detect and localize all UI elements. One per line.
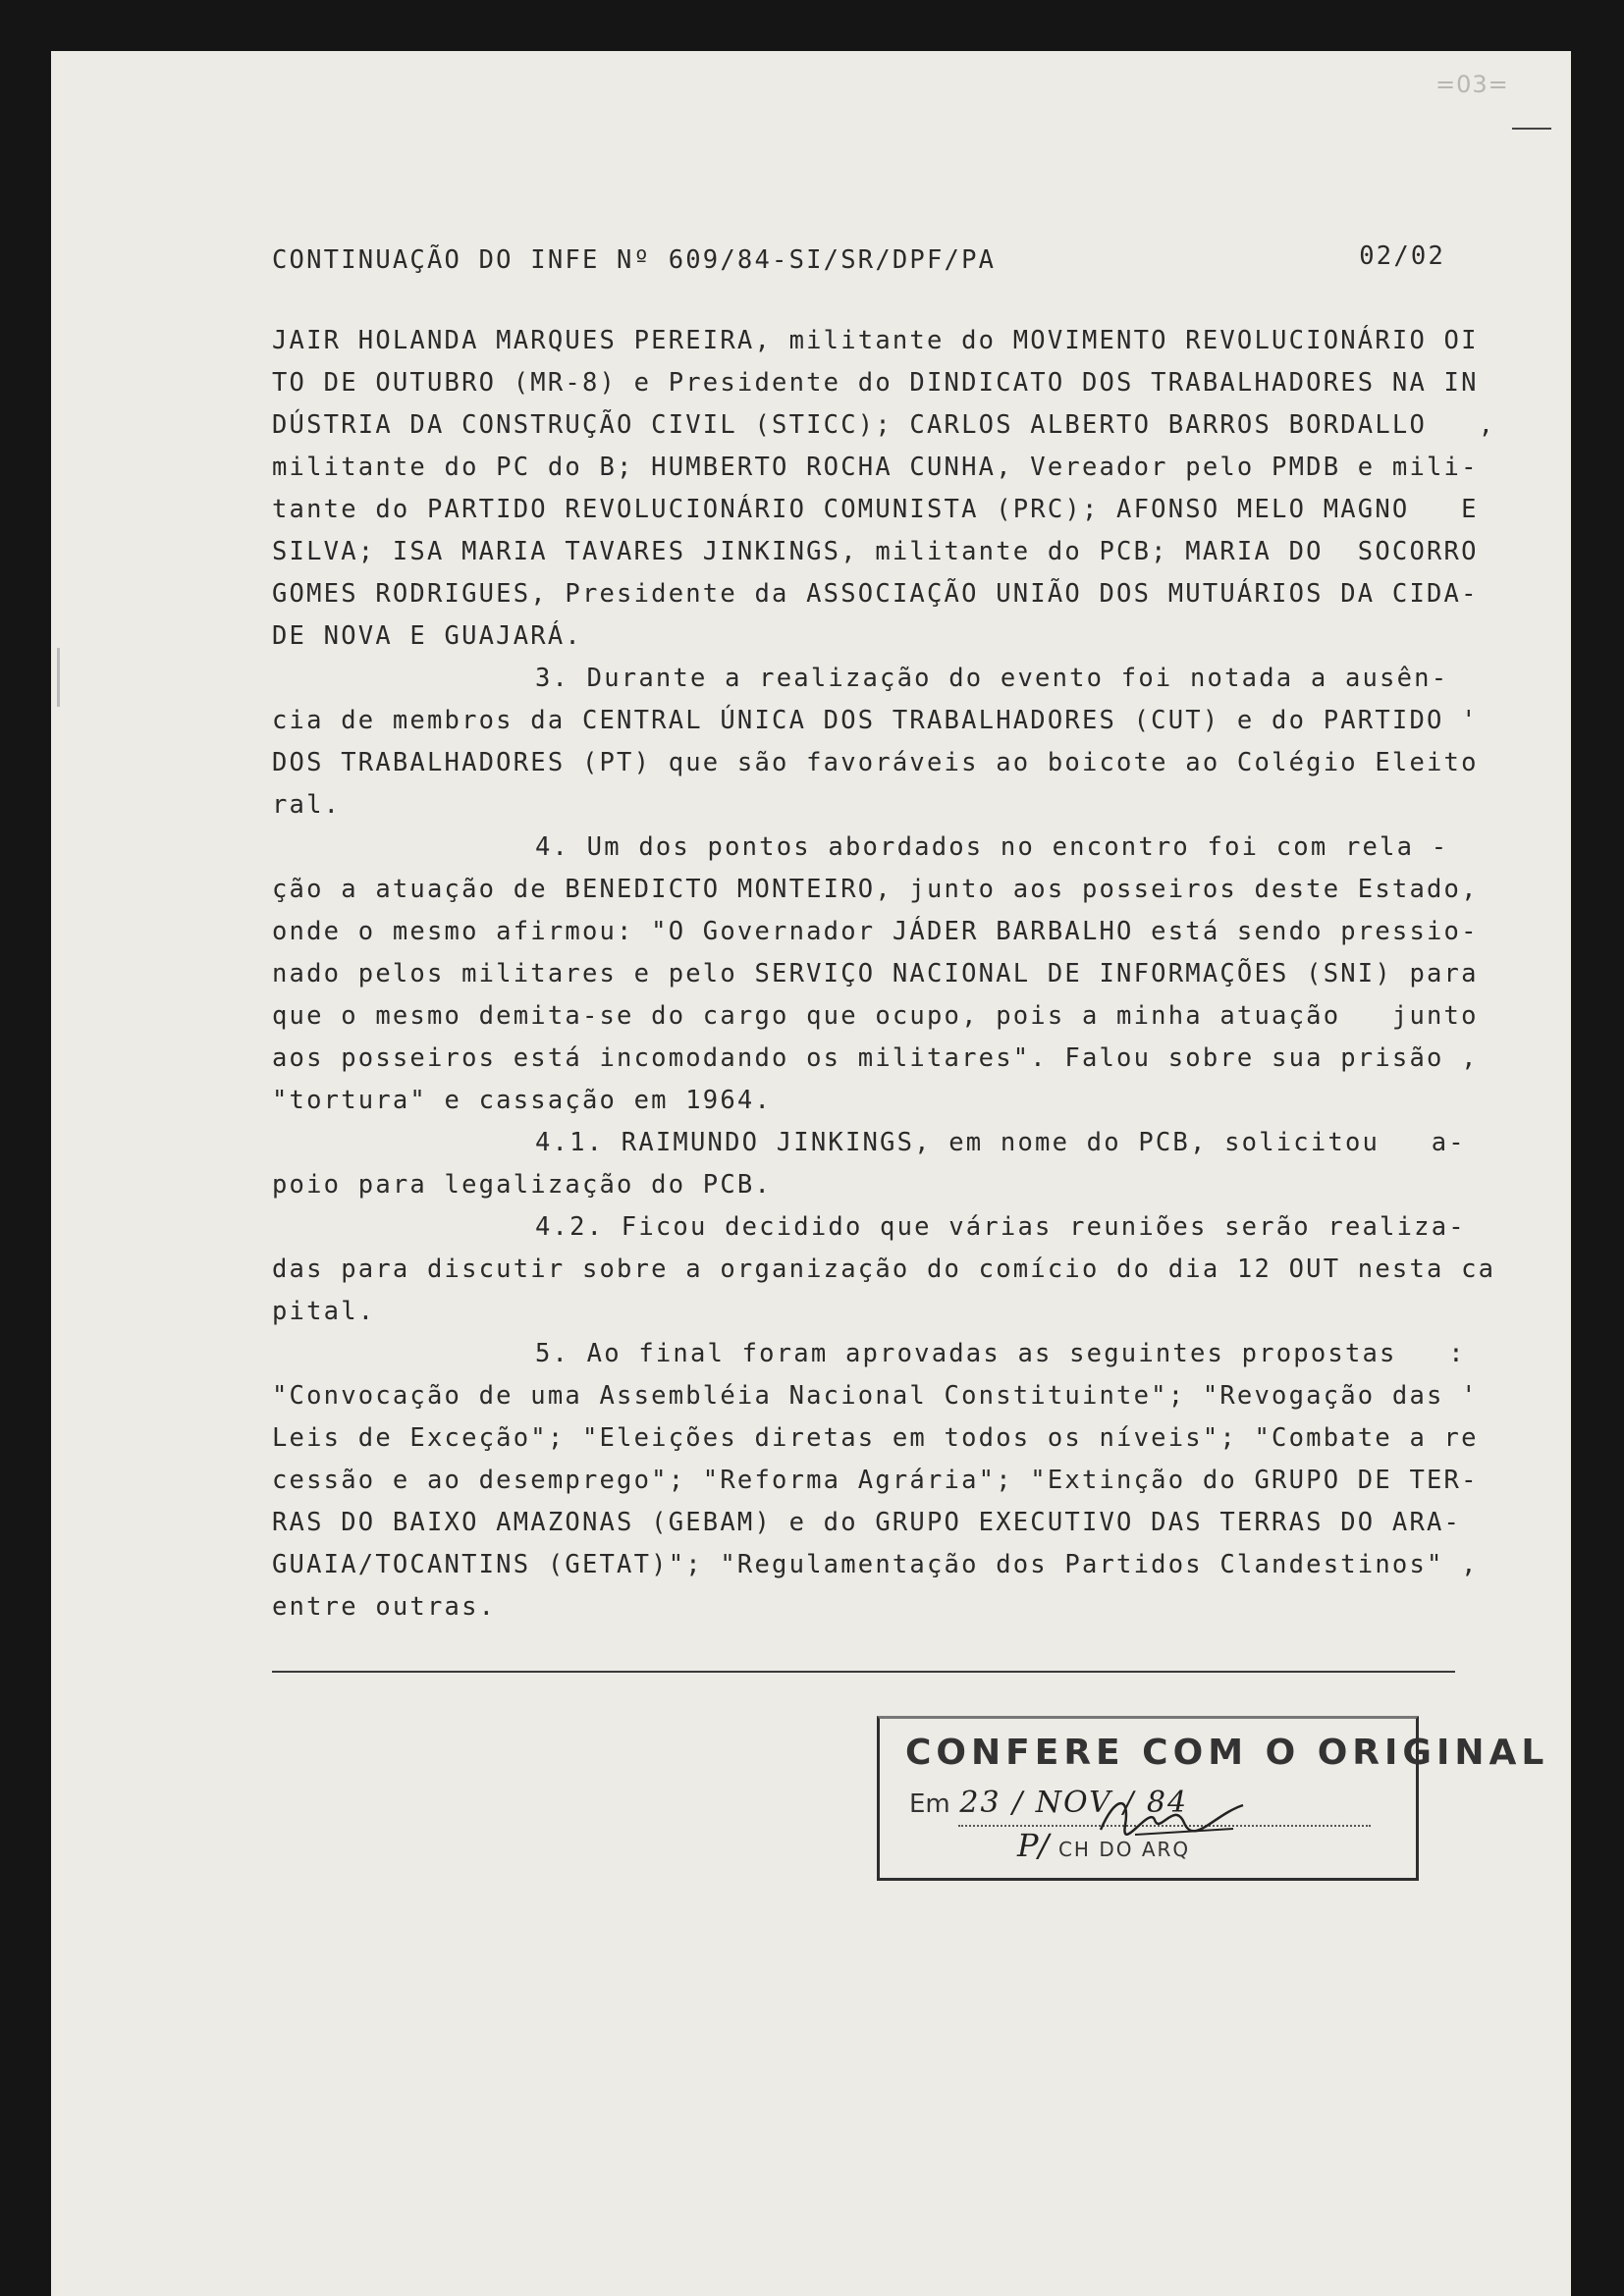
text-line: Leis de Exceção"; "Eleições diretas em todos os níveis"; "Combate a re <box>272 1423 1479 1453</box>
stamp-date: 23 / NOV / 84 <box>959 1786 1189 1820</box>
text-line: das para discutir sobre a organização do comício do dia 12 OUT nesta ca <box>272 1255 1496 1284</box>
text-line: entre outras. <box>272 1592 497 1622</box>
stamp-em-label: Em <box>909 1789 950 1819</box>
stamp-subtitle: CH DO ARQ <box>1057 1838 1191 1861</box>
header-title: CONTINUAÇÃO DO INFE Nº 609/84-SI/SR/DPF/PA <box>272 245 997 275</box>
document-header <box>272 236 1455 320</box>
scan-mark <box>57 648 60 707</box>
text-line: pital. <box>272 1297 376 1326</box>
text-line: tante do PARTIDO REVOLUCIONÁRIO COMUNISTA (PRC); AFONSO MELO MAGNO E <box>272 495 1479 524</box>
paragraph-4-2-start: 4.2. Ficou decidido que várias reuniões serão realiza- <box>535 1212 1466 1242</box>
text-line: onde o mesmo afirmou: "O Governador JÁDER BARBALHO está sendo pressio- <box>272 917 1479 946</box>
text-line: cia de membros da CENTRAL ÚNICA DOS TRABALHADORES (CUT) e do PARTIDO ' <box>272 706 1479 735</box>
text-line: TO DE OUTUBRO (MR-8) e Presidente do DINDICATO DOS TRABALHADORES NA IN <box>272 368 1479 398</box>
paragraph-3-start: 3. Durante a realização do evento foi notada a ausên- <box>535 664 1449 693</box>
stamp-title: CONFERE COM O ORIGINAL <box>905 1733 1549 1773</box>
text-line: cessão e ao desemprego"; "Reforma Agrária"; "Extinção do GRUPO DE TER- <box>272 1466 1479 1495</box>
scan-mark <box>1512 128 1551 130</box>
text-line: RAS DO BAIXO AMAZONAS (GEBAM) e do GRUPO EXECUTIVO DAS TERRAS DO ARA- <box>272 1508 1462 1537</box>
document-body <box>272 236 1496 1629</box>
text-line: DE NOVA E GUAJARÁ. <box>272 621 582 651</box>
text-line: aos posseiros está incomodando os militares". Falou sobre sua prisão , <box>272 1043 1479 1073</box>
text-line: nado pelos militares e pelo SERVIÇO NACIONAL DE INFORMAÇÕES (SNI) para <box>272 959 1479 988</box>
paragraph-4-1-start: 4.1. RAIMUNDO JINKINGS, em nome do PCB, solicitou a- <box>535 1128 1466 1157</box>
text-line: SILVA; ISA MARIA TAVARES JINKINGS, militante do PCB; MARIA DO SOCORRO <box>272 537 1479 566</box>
paragraph-5-start: 5. Ao final foram aprovadas as seguintes propostas : <box>535 1339 1466 1368</box>
text-line: poio para legalização do PCB. <box>272 1170 773 1200</box>
text-line: ção a atuação de BENEDICTO MONTEIRO, junto aos posseiros deste Estado, <box>272 875 1479 904</box>
conformity-stamp <box>877 1716 1549 1881</box>
text-line: ral. <box>272 790 342 820</box>
stamp-role-row <box>1017 1827 1190 1864</box>
paragraph-4-start: 4. Um dos pontos abordados no encontro foi com rela - <box>535 832 1449 862</box>
text-line: GOMES RODRIGUES, Presidente da ASSOCIAÇÃO UNIÃO DOS MUTUÁRIOS DA CIDA- <box>272 579 1479 609</box>
text-line: "Convocação de uma Assembléia Nacional Constituinte"; "Revogação das ' <box>272 1381 1479 1411</box>
stamp-pf-label: P/ <box>1017 1827 1050 1864</box>
header-page-number: 02/02 <box>1359 241 1445 271</box>
text-line: DOS TRABALHADORES (PT) que são favoráveis ao boicote ao Colégio Eleito <box>272 748 1479 777</box>
text-line: JAIR HOLANDA MARQUES PEREIRA, militante do MOVIMENTO REVOLUCIONÁRIO OI <box>272 326 1479 355</box>
page-marker: =03= <box>1435 71 1509 98</box>
closing-rule <box>272 1671 1455 1673</box>
text-line: "tortura" e cassação em 1964. <box>272 1086 773 1115</box>
text-line: que o mesmo demita-se do cargo que ocupo, pois a minha atuação junto <box>272 1001 1479 1031</box>
text-line: DÚSTRIA DA CONSTRUÇÃO CIVIL (STICC); CARLOS ALBERTO BARROS BORDALLO , <box>272 410 1496 440</box>
text-line: GUAIA/TOCANTINS (GETAT)"; "Regulamentação dos Partidos Clandestinos" , <box>272 1550 1479 1579</box>
text-line: militante do PC do B; HUMBERTO ROCHA CUNHA, Vereador pelo PMDB e mili- <box>272 453 1479 482</box>
